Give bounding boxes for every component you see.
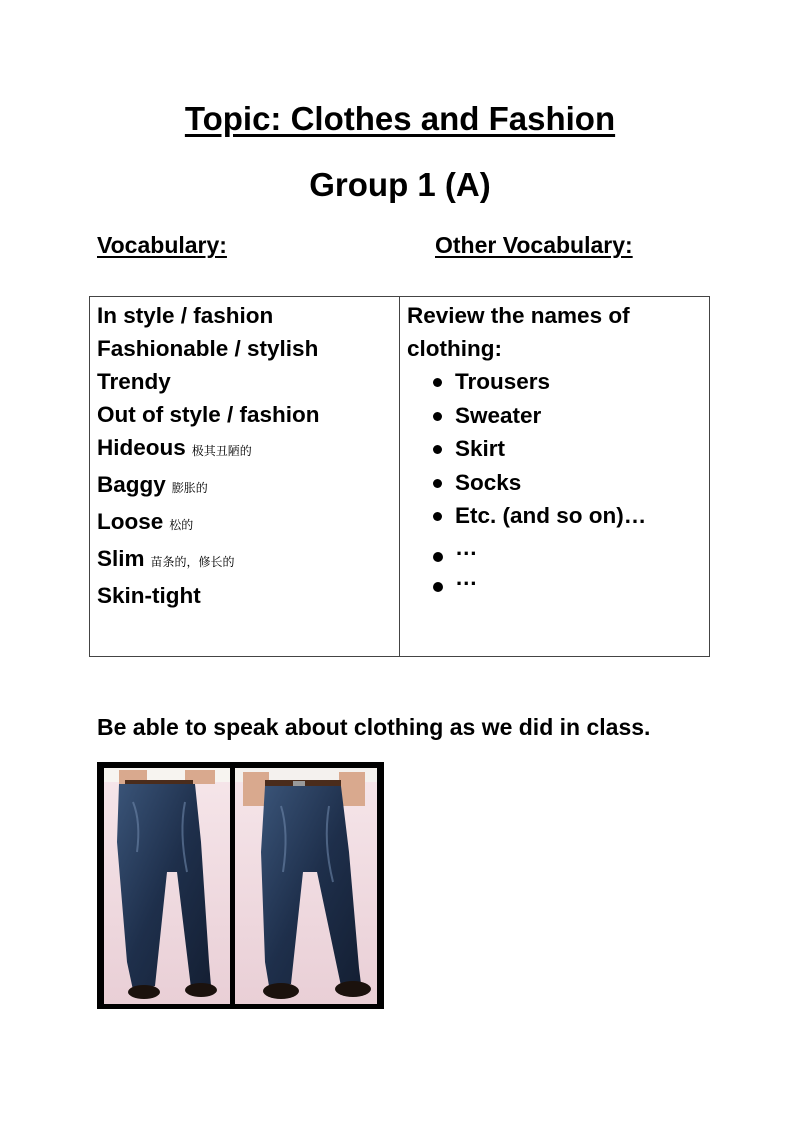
vocab-translation: 松的 bbox=[169, 518, 194, 532]
clothing-item-label: Trousers bbox=[455, 369, 551, 394]
vocab-word: Loose bbox=[97, 509, 164, 534]
vocabulary-list bbox=[97, 299, 392, 612]
vocabulary-table bbox=[89, 296, 710, 657]
vocab-word: Trendy bbox=[97, 369, 171, 394]
bullet-icon bbox=[433, 479, 442, 488]
vocab-item bbox=[97, 299, 392, 332]
jeans-illustration-icon bbox=[97, 762, 384, 1009]
bullet-icon bbox=[433, 552, 443, 562]
bullet-icon bbox=[433, 378, 442, 387]
vocab-word: Slim bbox=[97, 546, 145, 571]
vocab-translation: 苗条的，修长的 bbox=[150, 555, 235, 569]
clothing-item bbox=[407, 399, 702, 433]
vocab-word: Baggy bbox=[97, 472, 166, 497]
bullet-icon bbox=[433, 512, 442, 521]
bullet-icon bbox=[433, 445, 442, 454]
vocab-word: Hideous bbox=[97, 435, 186, 460]
vocab-item bbox=[97, 431, 392, 468]
other-vocabulary-heading: Other Vocabulary: bbox=[435, 232, 633, 258]
vocab-word: Out of style / fashion bbox=[97, 402, 320, 427]
jeans-photo bbox=[97, 762, 384, 1009]
clothing-item-label: Skirt bbox=[455, 436, 506, 461]
vocab-item bbox=[97, 398, 392, 431]
vocabulary-cell bbox=[90, 297, 400, 656]
vocab-word: Skin-tight bbox=[97, 583, 201, 608]
clothing-list bbox=[407, 365, 702, 593]
group-subtitle: Group 1 (A) bbox=[309, 166, 491, 203]
clothing-item bbox=[407, 365, 702, 399]
instruction-text: Be able to speak about clothing as we did in class. bbox=[97, 714, 651, 740]
clothing-item bbox=[407, 533, 702, 563]
clothing-item-label: Socks bbox=[455, 469, 522, 495]
clothing-item-label: Sweater bbox=[455, 402, 542, 428]
bullet-icon bbox=[433, 412, 442, 421]
vocab-item bbox=[97, 468, 392, 505]
vocab-word: Fashionable / stylish bbox=[97, 336, 319, 361]
vocab-item bbox=[97, 365, 392, 398]
vocab-translation: 极其丑陋的 bbox=[191, 444, 252, 458]
other-vocabulary-cell bbox=[400, 297, 709, 656]
clothing-item bbox=[407, 466, 702, 500]
vocab-word: In style / fashion bbox=[97, 303, 274, 328]
clothing-item bbox=[407, 563, 702, 593]
review-intro-line-2: clothing: bbox=[407, 336, 502, 361]
clothing-item-label: … bbox=[455, 564, 478, 590]
clothing-item bbox=[407, 499, 702, 533]
vocab-item bbox=[97, 505, 392, 542]
clothing-item-label: … bbox=[455, 534, 478, 560]
review-intro-line-1: Review the names of bbox=[407, 303, 630, 328]
vocab-item bbox=[97, 579, 392, 612]
bullet-icon bbox=[433, 582, 443, 592]
vocabulary-heading: Vocabulary: bbox=[97, 232, 227, 258]
vocab-translation: 膨胀的 bbox=[171, 481, 208, 495]
vocab-item bbox=[97, 332, 392, 365]
clothing-item-label: Etc. (and so on)… bbox=[455, 503, 647, 528]
clothing-item bbox=[407, 432, 702, 466]
vocab-item bbox=[97, 542, 392, 579]
page-title: Topic: Clothes and Fashion bbox=[184, 100, 616, 137]
